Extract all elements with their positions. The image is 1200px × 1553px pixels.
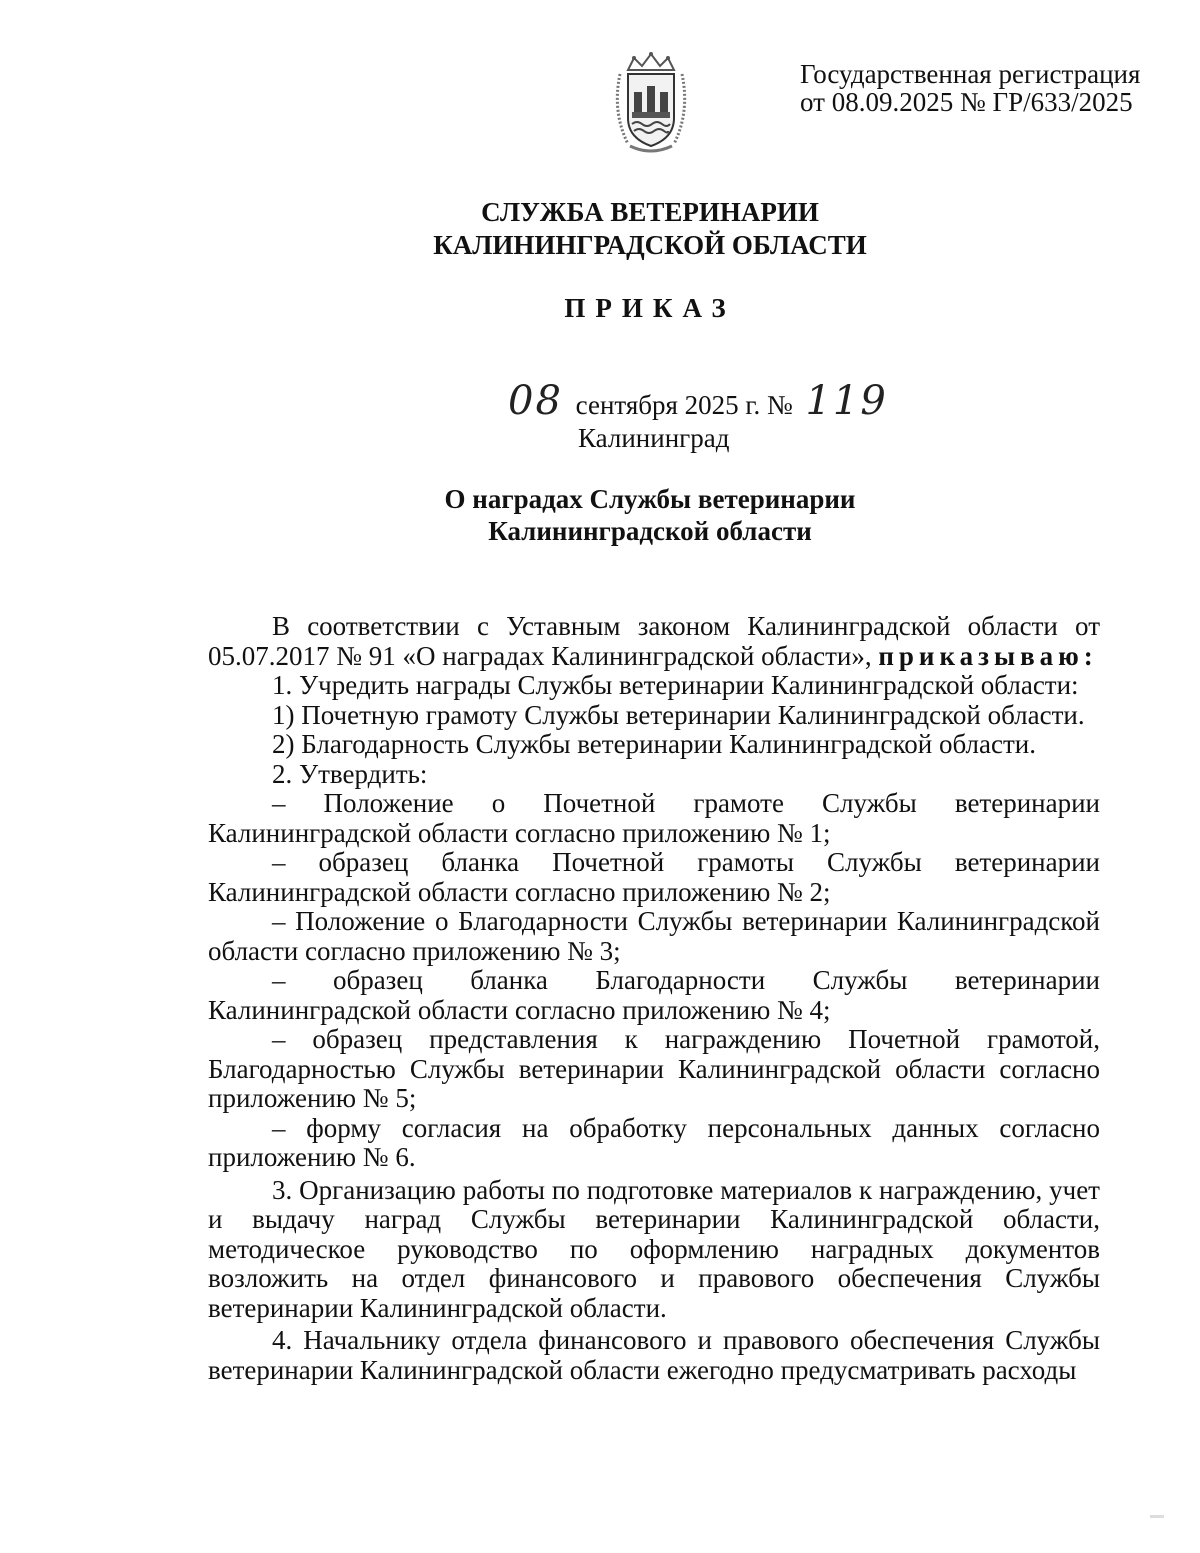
order-subject <box>300 483 1000 547</box>
agency-name-line-1: СЛУЖБА ВЕТЕРИНАРИИ <box>481 197 819 227</box>
order-date-line <box>508 378 888 422</box>
intro-text: В соответствии с Уставным законом Калининградской области от 05.07.2017 № 91 «О наградах Калининградской области», <box>208 611 1100 671</box>
item-1-2: 2) Благодарность Службы ветеринарии Калининградской области. <box>272 729 1036 759</box>
item-2: 2. Утвердить: <box>272 758 428 789</box>
item-2-3: – Положение о Благодарности Службы ветеринарии Калининградской области согласно приложению № 3; <box>208 906 1100 966</box>
item-2-1: – Положение о Почетной грамоте Службы ветеринарии Калининградской области согласно приложению № 1; <box>208 788 1100 848</box>
agency-name <box>300 196 1000 262</box>
coat-of-arms-icon <box>610 52 692 156</box>
item-2-2: – образец бланка Почетной грамоты Службы ветеринарии Калининградской области согласно приложению № 2; <box>208 847 1100 907</box>
handwritten-day: 08 <box>508 378 563 424</box>
order-subject-line-2: Калининградской области <box>488 516 812 546</box>
item-3: 3. Организацию работы по подготовке материалов к награждению, учет и выдачу наград Службы ветеринарии Калининградской области, методическое руководство по оформлению наградных документов возложить на отдел финансового и правового обеспечения Службы ветеринарии Калининградской области. <box>208 1174 1100 1323</box>
order-word: приказываю: <box>878 640 1098 671</box>
item-1-1: 1) Почетную грамоту Службы ветеринарии Калининградской области. <box>272 699 1085 730</box>
handwritten-number: 119 <box>805 378 888 424</box>
order-city: Калининград <box>578 423 730 453</box>
item-1: 1. Учредить награды Службы ветеринарии Калининградской области: <box>272 670 1079 700</box>
order-date-printed: сентября 2025 г. № <box>575 390 793 420</box>
document-type: ПРИКАЗ <box>564 293 736 323</box>
registration-line-2: от 08.09.2025 № ГР/633/2025 <box>800 87 1133 117</box>
item-2-6: – форму согласия на обработку персональных данных согласно приложению № 6. <box>208 1112 1100 1172</box>
item-2-5: – образец представления к награждению Почетной грамотой, Благодарностью Службы ветеринарии Калининградской области согласно приложению № 5; <box>208 1024 1100 1113</box>
intro-paragraph <box>208 612 1100 671</box>
order-body <box>208 612 1100 1385</box>
item-2-4: – образец бланка Благодарности Службы ветеринарии Калининградской области согласно приложению № 4; <box>208 965 1100 1025</box>
order-subject-line-1: О наградах Службы ветеринарии <box>444 484 856 514</box>
item-4: 4. Начальнику отдела финансового и правового обеспечения Службы ветеринарии Калининградской области ежегодно предусматривать расходы <box>208 1325 1100 1385</box>
agency-name-line-2: КАЛИНИНГРАДСКОЙ ОБЛАСТИ <box>433 230 867 260</box>
registration-line-1: Государственная регистрация <box>800 59 1141 89</box>
scan-artifact <box>1150 1515 1164 1518</box>
registration-stamp <box>800 60 1180 116</box>
